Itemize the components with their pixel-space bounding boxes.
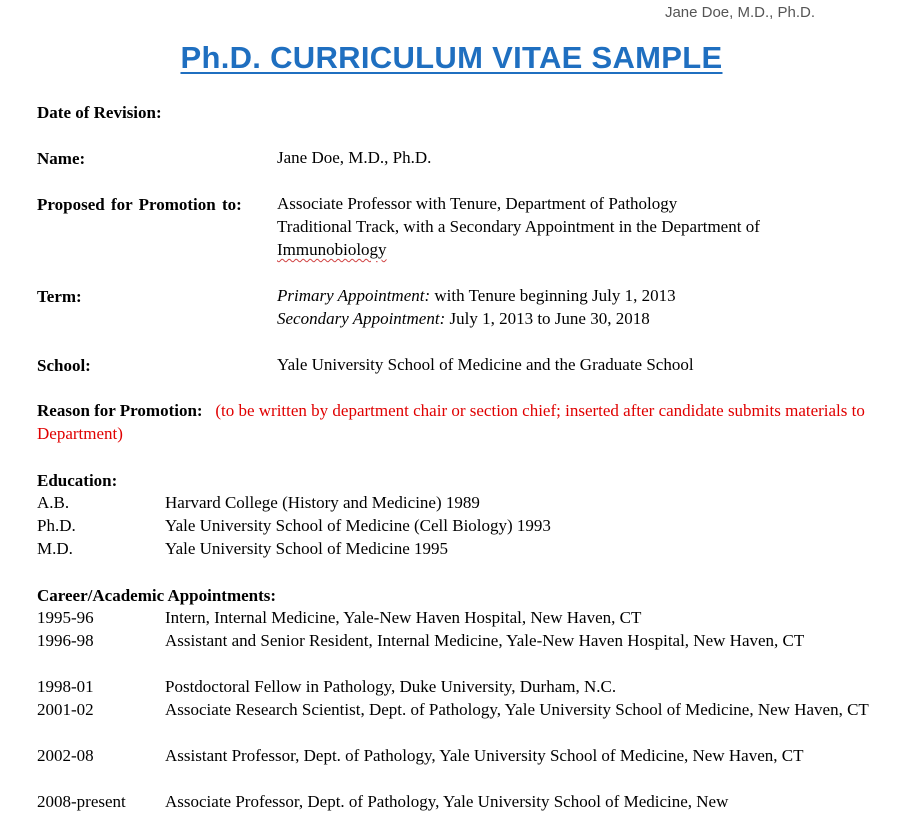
term-secondary-text: July 1, 2013 to June 30, 2018: [445, 309, 650, 328]
education-degree: M.D.: [37, 539, 73, 558]
reason-label: Reason for Promotion:: [37, 401, 203, 420]
reason-value: (to be written by department chair or section chief; inserted after candidate submits materials to Department): [37, 401, 865, 443]
career-years: 1996-98: [37, 631, 94, 650]
career-detail: Assistant Professor, Dept. of Pathology, Yale University School of Medicine, New Haven, CT: [165, 746, 804, 765]
career-years: 1995-96: [37, 608, 94, 627]
career-row: [37, 790, 897, 813]
promotion-line-3: Immunobiology: [277, 240, 387, 259]
education-degree: A.B.: [37, 493, 70, 512]
promotion-value: [277, 192, 760, 261]
promotion-label: Proposed for Promotion to:: [37, 195, 242, 214]
revision-label: Date of Revision:: [37, 103, 162, 122]
career-detail: Associate Research Scientist, Dept. of Pathology, Yale University School of Medicine, New Haven, CT: [165, 700, 869, 719]
promotion-line-2: Traditional Track, with a Secondary Appointment in the Department of: [277, 217, 760, 236]
education-detail: Yale University School of Medicine 1995: [165, 539, 448, 558]
education-detail: Harvard College (History and Medicine) 1989: [165, 493, 480, 512]
header-author: Jane Doe, M.D., Ph.D.: [664, 4, 815, 21]
career-detail: Assistant and Senior Resident, Internal Medicine, Yale-New Haven Hospital, New Haven, CT: [165, 631, 805, 650]
name-label: Name:: [37, 149, 86, 168]
career-years: 2008-present: [37, 792, 126, 811]
name-value: Jane Doe, M.D., Ph.D.: [277, 148, 432, 167]
term-value: [277, 284, 676, 330]
promotion-line-1: Associate Professor with Tenure, Department of Pathology: [277, 194, 678, 213]
term-secondary-label: Secondary Appointment:: [277, 309, 446, 328]
reason-block: [37, 399, 867, 445]
career-years: 1998-01: [37, 677, 94, 696]
career-years: 2002-08: [37, 746, 94, 765]
document-title: Ph.D. CURRICULUM VITAE SAMPLE: [180, 40, 723, 75]
term-primary-text: with Tenure beginning July 1, 2013: [430, 286, 676, 305]
term-primary-label: Primary Appointment:: [277, 286, 431, 305]
career-years: 2001-02: [37, 700, 94, 719]
promotion-line-3-wrap: [277, 238, 760, 261]
term-secondary: [277, 307, 676, 330]
career-detail: Intern, Internal Medicine, Yale-New Haven Hospital, New Haven, CT: [165, 608, 642, 627]
career-heading: Career/Academic Appointments:: [37, 586, 277, 605]
term-primary: [277, 284, 676, 307]
career-detail: Postdoctoral Fellow in Pathology, Duke University, Durham, N.C.: [165, 677, 617, 696]
career-detail: Associate Professor, Dept. of Pathology, Yale University School of Medicine, New: [165, 792, 729, 811]
education-detail: Yale University School of Medicine (Cell Biology) 1993: [165, 516, 551, 535]
term-label: Term:: [37, 287, 82, 306]
education-degree: Ph.D.: [37, 516, 76, 535]
education-heading: Education:: [37, 471, 118, 490]
school-value: Yale University School of Medicine and the Graduate School: [277, 355, 694, 374]
school-label: School:: [37, 356, 91, 375]
